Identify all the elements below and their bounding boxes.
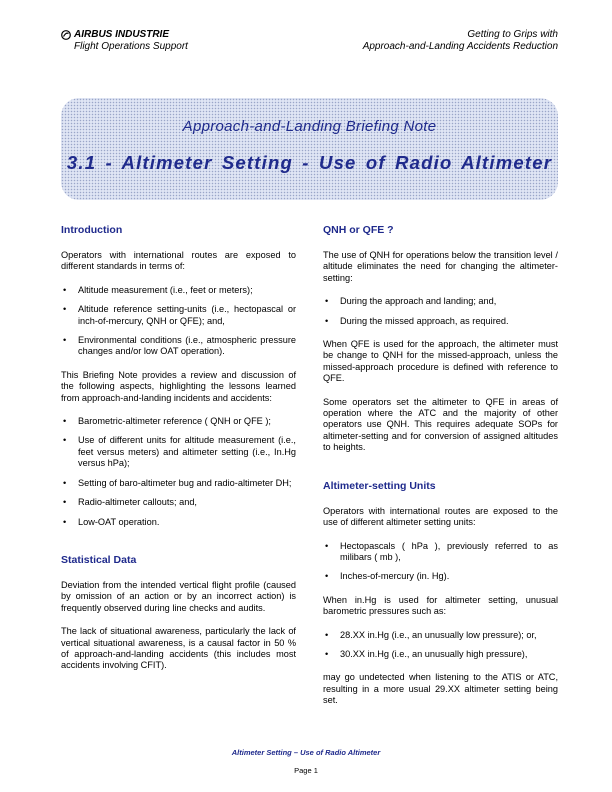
section-heading-introduction: Introduction [61,224,123,236]
brand-line [61,29,188,41]
list-item [61,435,296,469]
units-paragraph-3: may go undetected when listening to the ATIS or ATC, resulting in a more usual 29.XX altimeter setting being set. [323,672,558,706]
bullet-icon: • [63,516,67,527]
series-line-1: Getting to Grips with [467,29,558,40]
list-item-text: 28.XX in.Hg (i.e., an unusually low pressure); or, [340,629,537,640]
list-item-text: Altitude measurement (i.e., feet or meters); [78,284,253,295]
units-paragraph-1: Operators with international routes are exposed to the use of different altimeter setting units: [323,505,558,528]
list-item [61,497,296,508]
bullet-icon: • [63,477,67,488]
bullet-icon: • [63,497,67,508]
brand-subtitle: Flight Operations Support [74,41,188,52]
header-brand [61,29,188,53]
list-item [323,316,558,327]
stat-paragraph-1: Deviation from the intended vertical flight profile (caused by omission of an action or by an incorrect action) is frequently observed during line checks and audits. [61,579,296,613]
page-number: Page 1 [294,766,318,775]
units-bullet-list [323,541,558,583]
list-item-text: Altitude reference setting-units (i.e., hectopascal or inch-of-mercury, QNH or QFE); and, [78,304,296,326]
bullet-icon: • [325,296,329,307]
list-item [323,649,558,660]
bullet-icon: • [63,284,67,295]
intro-paragraph-1: Operators with international routes are exposed to different standards in terms of: [61,250,296,272]
section-heading-statistical-data: Statistical Data [61,553,137,566]
list-item [61,335,296,358]
intro-bullet-list [61,285,296,358]
brand-name: AIRBUS INDUSTRIE [74,29,170,40]
qnh-paragraph-2: When QFE is used for the approach, the altimeter must be change to QNH for the missed-approach, unless the missed-approach procedure is defined with reference to QFE. [323,339,558,384]
bullet-icon: • [63,304,67,315]
bullet-icon: • [63,416,67,427]
qnh-paragraph-3: Some operators set the altimeter to QFE in areas of operation where the ATC and the majority of other operators use QNH. This requires adequate SOPs for altimeter-setting and for conversion of assigned altitudes to heights. [323,396,558,453]
list-item [61,285,296,296]
qnh-paragraph-1: The use of QNH for operations below the transition level / altitude eliminates the need for changing the altimeter-setting: [323,250,558,283]
bullet-icon: • [325,315,329,326]
list-item-text: During the approach and landing; and, [340,296,497,307]
intro-paragraph-2: This Briefing Note provides a review and discussion of the following aspects, highlighting the lessons learned from approach-and-landing incidents and accidents: [61,369,296,403]
list-item-text: 30.XX in.Hg (i.e., an unusually high pressure), [340,648,528,659]
list-item [323,571,558,582]
list-item [323,541,558,564]
briefing-note-kicker: Approach-and-Landing Briefing Note [182,118,437,135]
list-item-text: Inches-of-mercury (in. Hg). [340,571,450,582]
bullet-icon: • [325,540,329,551]
bullet-icon: • [63,435,67,446]
title-banner [61,98,558,200]
list-item-text: Barometric-altimeter reference ( QNH or QFE ); [78,416,271,427]
qnh-bullet-list [323,296,558,327]
page-title: 3.1 - Altimeter Setting - Use of Radio Altimeter [66,152,553,173]
bullet-icon: • [325,629,329,640]
stat-paragraph-2: The lack of situational awareness, particularly the lack of vertical situational awareness, is a causal factor in 50 % of approach-and-landing accidents (this includes most accidents involving CFIT). [61,626,296,671]
list-item-text: Radio-altimeter callouts; and, [78,497,197,508]
section-heading-qnh-or-qfe: QNH or QFE ? [323,224,394,236]
bullet-icon: • [325,648,329,659]
units-paragraph-2: When in.Hg is used for altimeter setting, unusual barometric pressures such as: [323,594,558,617]
bullet-icon: • [325,571,329,582]
list-item [61,416,296,427]
bullet-icon: • [63,335,67,346]
list-item-text: Setting of baro-altimeter bug and radio-altimeter DH; [78,477,292,488]
list-item [323,630,558,641]
left-column [61,224,296,684]
list-item-text: Use of different units for altitude measurement (i.e., feet versus meters) and altimeter setting (i.e., In.Hg versus hPa); [78,435,296,469]
list-item [61,517,296,528]
list-item-text: Environmental conditions (i.e., atmospheric pressure changes and/or low OAT operation). [78,335,296,357]
list-item-text: Low-OAT operation. [78,516,160,527]
footer-title: Altimeter Setting – Use of Radio Altimeter [231,748,381,757]
pressure-bullet-list [323,630,558,661]
list-item-text: During the missed approach, as required. [340,315,509,326]
airbus-logo-icon [61,30,71,40]
list-item [323,296,558,307]
list-item [61,304,296,327]
section-heading-altimeter-setting-units: Altimeter-setting Units [323,479,436,492]
right-column [323,224,558,719]
header-series [363,29,558,53]
list-item [61,478,296,489]
list-item-text: Hectopascals ( hPa ), previously referred to as milibars ( mb ), [340,540,558,562]
series-line-2: Approach-and-Landing Accidents Reduction [362,41,558,52]
aspects-bullet-list [61,416,296,528]
